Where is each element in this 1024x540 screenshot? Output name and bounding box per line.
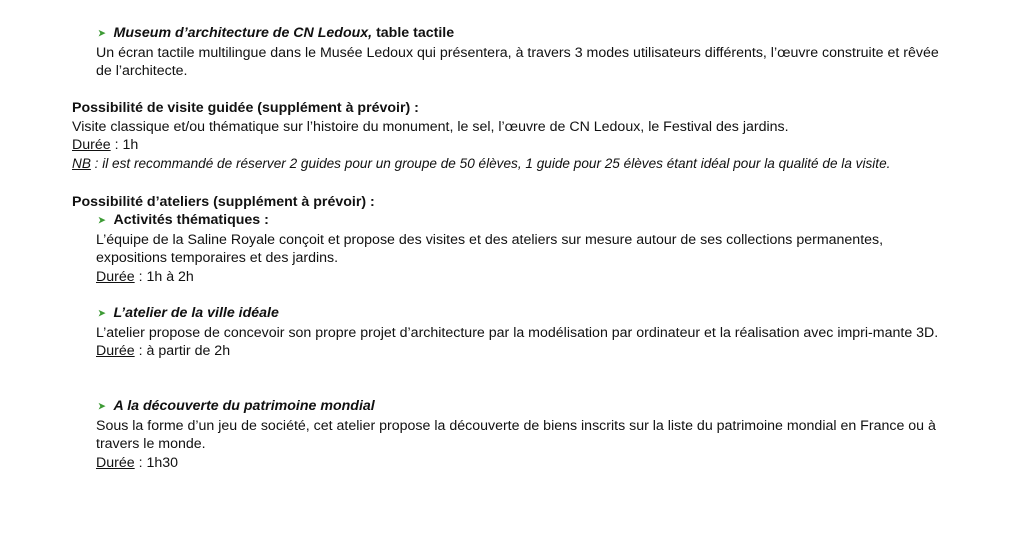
guided-visit-section xyxy=(72,99,956,173)
workshop-duration xyxy=(96,342,956,361)
workshop-title-text: A la découverte du patrimoine mondial xyxy=(113,398,375,414)
workshop-title xyxy=(96,211,956,231)
arrow-bullet-icon: ➤ xyxy=(98,308,106,318)
duration-label: Durée xyxy=(96,343,135,359)
arrow-bullet-icon: ➤ xyxy=(98,28,106,38)
museum-text: Un écran tactile multilingue dans le Musée Ledoux qui présentera, à travers 3 modes utilisateurs différents, l’œuvre construite et rêvée de l’architecte. xyxy=(96,44,939,79)
workshop-item-ideal-city xyxy=(96,304,956,361)
museum-title-rest: table tactile xyxy=(372,25,455,41)
guided-visit-text: Visite classique et/ou thématique sur l’histoire du monument, le sel, l’œuvre de CN Ledoux, le Festival des jardins. xyxy=(72,118,789,135)
duration-value: : 1h xyxy=(110,137,139,153)
workshop-text: L’équipe de la Saline Royale conçoit et propose des visites et des ateliers sur mesure autour de ses collections permanentes, expositions temporaires et des jardins. xyxy=(96,231,884,266)
museum-section xyxy=(96,24,956,81)
guided-visit-heading: Possibilité de visite guidée (supplément à prévoir) : xyxy=(72,100,419,116)
workshop-title xyxy=(96,304,956,324)
workshop-duration xyxy=(96,454,956,473)
museum-title xyxy=(96,24,956,44)
arrow-bullet-icon: ➤ xyxy=(98,215,106,225)
workshops-heading: Possibilité d’ateliers (supplément à prévoir) : xyxy=(72,194,375,210)
workshop-item-thematic xyxy=(96,211,956,286)
guided-visit-note xyxy=(72,155,956,174)
duration-label: Durée xyxy=(96,454,135,471)
workshop-text: Sous la forme d’un jeu de société, cet atelier propose la découverte de biens inscrits sur la liste du patrimoine mondial en France ou à travers le monde. xyxy=(96,417,936,452)
duration-label: Durée xyxy=(72,137,111,153)
guided-visit-duration xyxy=(72,136,956,155)
workshop-text: L’atelier propose de concevoir son propre projet d’architecture par la modélisation par ordinateur et la réalisation avec impri-mante 3D. xyxy=(96,324,939,341)
duration-value: : à partir de 2h xyxy=(134,343,231,359)
workshop-duration xyxy=(96,268,956,287)
workshop-title-text: L’atelier de la ville idéale xyxy=(113,305,279,321)
workshop-title-text: Activités thématiques : xyxy=(113,212,269,228)
museum-title-italic: Museum d’architecture de CN Ledoux, xyxy=(113,25,373,41)
workshop-item-world-heritage xyxy=(96,397,956,472)
nb-label: NB xyxy=(72,155,91,171)
duration-label: Durée xyxy=(96,268,135,285)
arrow-bullet-icon: ➤ xyxy=(98,401,106,411)
workshops-section xyxy=(72,193,956,212)
duration-value: : 1h à 2h xyxy=(134,268,194,285)
workshop-title xyxy=(96,397,956,417)
nb-text: : il est recommandé de réserver 2 guides pour un groupe de 50 élèves, 1 guide pour 25 élèves étant idéal pour la qualité de la visite. xyxy=(90,155,891,171)
duration-value: : 1h30 xyxy=(134,454,179,471)
